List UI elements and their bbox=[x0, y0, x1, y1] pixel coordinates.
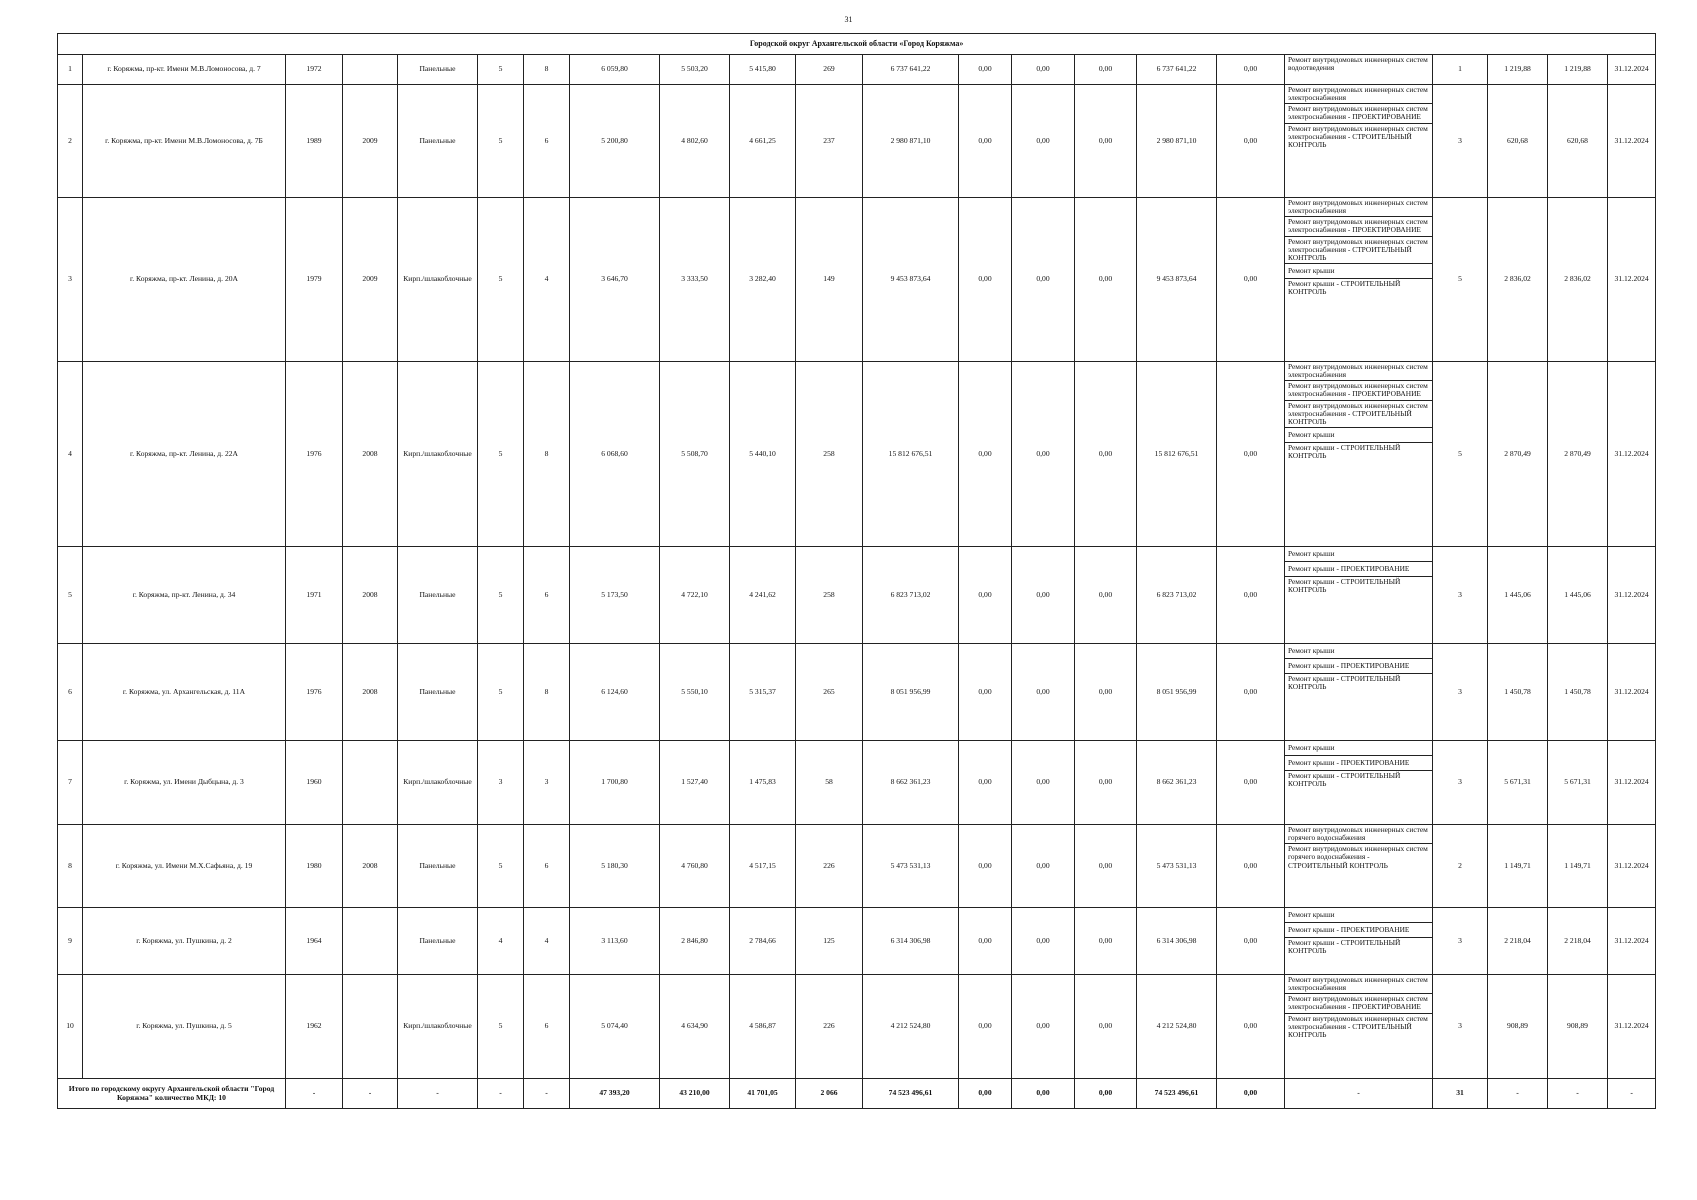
cell-cost-owners: 6 314 306,98 bbox=[1137, 908, 1217, 975]
cell-residents: 269 bbox=[796, 55, 863, 85]
cell-unit-cost: 2 836,02 bbox=[1488, 198, 1548, 362]
cell-works-count: 5 bbox=[1433, 362, 1488, 547]
work-item: Ремонт крыши - СТРОИТЕЛЬНЫЙ КОНТРОЛЬ bbox=[1288, 771, 1401, 789]
total-cost-owners: 74 523 496,61 bbox=[1137, 1079, 1217, 1109]
cell-cost-fund: 0,00 bbox=[959, 547, 1012, 644]
cell-walls: Панельные bbox=[398, 908, 478, 975]
total-label: Итого по городскому округу Архангельской области "Город Коряжма" количество МКД: 10 bbox=[58, 1079, 286, 1109]
work-item: Ремонт крыши bbox=[1285, 741, 1432, 756]
cell-n: 1 bbox=[58, 55, 83, 85]
cell-deadline: 31.12.2024 bbox=[1608, 198, 1656, 362]
cell-year-renov bbox=[343, 975, 398, 1079]
cell-walls: Панельные bbox=[398, 55, 478, 85]
cell-cost-owners: 9 453 873,64 bbox=[1137, 198, 1217, 362]
cell-cost-reg: 0,00 bbox=[1012, 362, 1075, 547]
cell-area-res: 4 661,25 bbox=[730, 85, 796, 198]
cell-address: г. Коряжма, пр-кт. Ленина, д. 20А bbox=[83, 198, 286, 362]
cell-deadline: 31.12.2024 bbox=[1608, 362, 1656, 547]
cell-works-count: 3 bbox=[1433, 908, 1488, 975]
cell-address: г. Коряжма, ул. Архангельская, д. 11А bbox=[83, 644, 286, 741]
cell-cost-fund: 0,00 bbox=[959, 198, 1012, 362]
work-item: Ремонт внутридомовых инженерных систем электроснабжения - ПРОЕКТИРОВАНИЕ bbox=[1285, 381, 1432, 400]
cell-cost-reg: 0,00 bbox=[1012, 908, 1075, 975]
cell-entrances: 4 bbox=[524, 908, 570, 975]
cell-entrances: 8 bbox=[524, 55, 570, 85]
total-works-count: 31 bbox=[1433, 1079, 1488, 1109]
cell-year-renov bbox=[343, 908, 398, 975]
cell-cost-fund: 0,00 bbox=[959, 644, 1012, 741]
cell-year-built: 1989 bbox=[286, 85, 343, 198]
work-item: Ремонт внутридомовых инженерных систем водоотведения bbox=[1288, 55, 1428, 73]
cell-cost-other: 0,00 bbox=[1217, 741, 1285, 825]
cell-area-res: 4 517,15 bbox=[730, 825, 796, 908]
cell-entrances: 3 bbox=[524, 741, 570, 825]
cell-cost-other: 0,00 bbox=[1217, 547, 1285, 644]
total-area-all: 43 210,00 bbox=[660, 1079, 730, 1109]
cell-unit-cost: 2 870,49 bbox=[1488, 362, 1548, 547]
cell-cost-other: 0,00 bbox=[1217, 908, 1285, 975]
work-item: Ремонт внутридомовых инженерных систем электроснабжения - ПРОЕКТИРОВАНИЕ bbox=[1285, 994, 1432, 1013]
cell-cost-mun: 0,00 bbox=[1075, 362, 1137, 547]
table-row bbox=[58, 825, 1656, 908]
cell-cost-fund: 0,00 bbox=[959, 908, 1012, 975]
cell-area-total: 5 173,50 bbox=[570, 547, 660, 644]
cell-area-all: 3 333,50 bbox=[660, 198, 730, 362]
capital-repair-table bbox=[57, 33, 1656, 1109]
cell-cost-mun: 0,00 bbox=[1075, 908, 1137, 975]
work-item: Ремонт крыши - ПРОЕКТИРОВАНИЕ bbox=[1285, 562, 1432, 577]
cell-deadline: 31.12.2024 bbox=[1608, 741, 1656, 825]
cell-unit-cost: 1 445,06 bbox=[1488, 547, 1548, 644]
cell-works bbox=[1285, 198, 1433, 362]
total-dash-works: - bbox=[1285, 1079, 1433, 1109]
cell-works bbox=[1285, 825, 1433, 908]
total-dash-unit-cost: - bbox=[1488, 1079, 1548, 1109]
work-item: Ремонт внутридомовых инженерных систем электроснабжения bbox=[1285, 362, 1432, 381]
cell-floors: 5 bbox=[478, 362, 524, 547]
cell-area-all: 4 760,80 bbox=[660, 825, 730, 908]
cell-works-count: 3 bbox=[1433, 741, 1488, 825]
total-row bbox=[58, 1079, 1656, 1109]
cell-address: г. Коряжма, ул. Имени М.Х.Сафьяна, д. 19 bbox=[83, 825, 286, 908]
cell-walls: Кирп./шлакоблочные bbox=[398, 741, 478, 825]
cell-cost-reg: 0,00 bbox=[1012, 55, 1075, 85]
cell-address: г. Коряжма, ул. Имени Дыбцына, д. 3 bbox=[83, 741, 286, 825]
work-list bbox=[1285, 975, 1432, 1040]
work-item: Ремонт внутридомовых инженерных систем горячего водоснабжения - СТРОИТЕЛЬНЫЙ КОНТРОЛЬ bbox=[1288, 844, 1428, 870]
cell-max-cost: 620,68 bbox=[1548, 85, 1608, 198]
cell-works-count: 1 bbox=[1433, 55, 1488, 85]
cell-area-total: 3 113,60 bbox=[570, 908, 660, 975]
work-item: Ремонт крыши - ПРОЕКТИРОВАНИЕ bbox=[1285, 923, 1432, 938]
cell-year-renov bbox=[343, 55, 398, 85]
cell-walls: Кирп./шлакоблочные bbox=[398, 362, 478, 547]
cell-floors: 5 bbox=[478, 547, 524, 644]
cell-unit-cost: 1 149,71 bbox=[1488, 825, 1548, 908]
cell-deadline: 31.12.2024 bbox=[1608, 975, 1656, 1079]
cell-max-cost: 1 445,06 bbox=[1548, 547, 1608, 644]
table-row bbox=[58, 362, 1656, 547]
cell-unit-cost: 908,89 bbox=[1488, 975, 1548, 1079]
cell-cost-mun: 0,00 bbox=[1075, 975, 1137, 1079]
cell-cost-total: 8 662 361,23 bbox=[863, 741, 959, 825]
cell-year-built: 1976 bbox=[286, 362, 343, 547]
table-row bbox=[58, 644, 1656, 741]
cell-cost-reg: 0,00 bbox=[1012, 198, 1075, 362]
total-area-total: 47 393,20 bbox=[570, 1079, 660, 1109]
cell-year-renov: 2009 bbox=[343, 85, 398, 198]
cell-area-total: 6 059,80 bbox=[570, 55, 660, 85]
work-list bbox=[1285, 85, 1432, 150]
cell-n: 5 bbox=[58, 547, 83, 644]
table-row bbox=[58, 741, 1656, 825]
cell-cost-owners: 5 473 531,13 bbox=[1137, 825, 1217, 908]
cell-unit-cost: 620,68 bbox=[1488, 85, 1548, 198]
work-list bbox=[1285, 825, 1432, 871]
cell-residents: 125 bbox=[796, 908, 863, 975]
cell-residents: 149 bbox=[796, 198, 863, 362]
cell-area-total: 3 646,70 bbox=[570, 198, 660, 362]
work-item: Ремонт внутридомовых инженерных систем электроснабжения - ПРОЕКТИРОВАНИЕ bbox=[1285, 217, 1432, 236]
cell-cost-other: 0,00 bbox=[1217, 975, 1285, 1079]
cell-unit-cost: 2 218,04 bbox=[1488, 908, 1548, 975]
cell-cost-owners: 6 823 713,02 bbox=[1137, 547, 1217, 644]
cell-cost-total: 6 314 306,98 bbox=[863, 908, 959, 975]
work-item: Ремонт внутридомовых инженерных систем электроснабжения - СТРОИТЕЛЬНЫЙ КОНТРОЛЬ bbox=[1288, 123, 1428, 149]
table-row bbox=[58, 975, 1656, 1079]
cell-year-renov: 2009 bbox=[343, 198, 398, 362]
cell-max-cost: 5 671,31 bbox=[1548, 741, 1608, 825]
cell-area-total: 6 068,60 bbox=[570, 362, 660, 547]
work-list bbox=[1285, 741, 1432, 789]
cell-cost-owners: 8 662 361,23 bbox=[1137, 741, 1217, 825]
cell-cost-mun: 0,00 bbox=[1075, 741, 1137, 825]
cell-address: г. Коряжма, пр-кт. Имени М.В.Ломоносова, д. 7Б bbox=[83, 85, 286, 198]
cell-cost-other: 0,00 bbox=[1217, 55, 1285, 85]
cell-cost-fund: 0,00 bbox=[959, 85, 1012, 198]
cell-cost-fund: 0,00 bbox=[959, 362, 1012, 547]
cell-cost-total: 9 453 873,64 bbox=[863, 198, 959, 362]
cell-area-all: 1 527,40 bbox=[660, 741, 730, 825]
work-list bbox=[1285, 55, 1432, 73]
cell-works-count: 3 bbox=[1433, 547, 1488, 644]
cell-deadline: 31.12.2024 bbox=[1608, 908, 1656, 975]
work-item: Ремонт крыши - СТРОИТЕЛЬНЫЙ КОНТРОЛЬ bbox=[1288, 442, 1401, 461]
cell-address: г. Коряжма, ул. Пушкина, д. 2 bbox=[83, 908, 286, 975]
cell-walls: Панельные bbox=[398, 85, 478, 198]
cell-address: г. Коряжма, пр-кт. Ленина, д. 34 bbox=[83, 547, 286, 644]
cell-cost-reg: 0,00 bbox=[1012, 644, 1075, 741]
cell-cost-reg: 0,00 bbox=[1012, 975, 1075, 1079]
cell-area-res: 3 282,40 bbox=[730, 198, 796, 362]
cell-entrances: 6 bbox=[524, 547, 570, 644]
cell-works-count: 3 bbox=[1433, 85, 1488, 198]
cell-year-built: 1960 bbox=[286, 741, 343, 825]
cell-max-cost: 908,89 bbox=[1548, 975, 1608, 1079]
cell-year-renov bbox=[343, 741, 398, 825]
cell-cost-mun: 0,00 bbox=[1075, 85, 1137, 198]
cell-area-res: 5 415,80 bbox=[730, 55, 796, 85]
cell-cost-total: 4 212 524,80 bbox=[863, 975, 959, 1079]
cell-max-cost: 2 870,49 bbox=[1548, 362, 1608, 547]
cell-works bbox=[1285, 741, 1433, 825]
work-item: Ремонт внутридомовых инженерных систем электроснабжения - СТРОИТЕЛЬНЫЙ КОНТРОЛЬ bbox=[1285, 237, 1432, 264]
cell-cost-mun: 0,00 bbox=[1075, 55, 1137, 85]
cell-works bbox=[1285, 547, 1433, 644]
work-item: Ремонт внутридомовых инженерных систем горячего водоснабжения bbox=[1285, 825, 1432, 844]
cell-residents: 258 bbox=[796, 547, 863, 644]
cell-year-built: 1971 bbox=[286, 547, 343, 644]
page-number: 31 bbox=[844, 15, 853, 24]
cell-max-cost: 1 219,88 bbox=[1548, 55, 1608, 85]
cell-area-res: 1 475,83 bbox=[730, 741, 796, 825]
work-item: Ремонт крыши bbox=[1285, 264, 1432, 279]
cell-max-cost: 1 450,78 bbox=[1548, 644, 1608, 741]
cell-area-all: 4 802,60 bbox=[660, 85, 730, 198]
total-dash-entrances: - bbox=[524, 1079, 570, 1109]
cell-year-built: 1962 bbox=[286, 975, 343, 1079]
total-dash-deadline: - bbox=[1608, 1079, 1656, 1109]
work-item: Ремонт внутридомовых инженерных систем электроснабжения - СТРОИТЕЛЬНЫЙ КОНТРОЛЬ bbox=[1285, 401, 1432, 428]
cell-cost-total: 6 737 641,22 bbox=[863, 55, 959, 85]
cell-walls: Панельные bbox=[398, 825, 478, 908]
total-cost-total: 74 523 496,61 bbox=[863, 1079, 959, 1109]
cell-cost-fund: 0,00 bbox=[959, 825, 1012, 908]
cell-year-renov: 2008 bbox=[343, 362, 398, 547]
cell-cost-owners: 15 812 676,51 bbox=[1137, 362, 1217, 547]
total-dash-max-cost: - bbox=[1548, 1079, 1608, 1109]
work-item: Ремонт крыши bbox=[1285, 428, 1432, 443]
work-item: Ремонт внутридомовых инженерных систем электроснабжения - СТРОИТЕЛЬНЫЙ КОНТРОЛЬ bbox=[1288, 1013, 1428, 1039]
work-list bbox=[1285, 908, 1432, 956]
cell-works bbox=[1285, 644, 1433, 741]
cell-cost-fund: 0,00 bbox=[959, 55, 1012, 85]
cell-floors: 5 bbox=[478, 644, 524, 741]
total-dash-year-built: - bbox=[286, 1079, 343, 1109]
cell-n: 4 bbox=[58, 362, 83, 547]
cell-deadline: 31.12.2024 bbox=[1608, 644, 1656, 741]
work-item: Ремонт крыши - ПРОЕКТИРОВАНИЕ bbox=[1285, 756, 1432, 771]
cell-entrances: 6 bbox=[524, 975, 570, 1079]
cell-floors: 4 bbox=[478, 908, 524, 975]
work-item: Ремонт внутридомовых инженерных систем электроснабжения bbox=[1285, 198, 1432, 217]
cell-cost-mun: 0,00 bbox=[1075, 644, 1137, 741]
work-item: Ремонт крыши bbox=[1285, 644, 1432, 659]
cell-works-count: 2 bbox=[1433, 825, 1488, 908]
work-item: Ремонт крыши - ПРОЕКТИРОВАНИЕ bbox=[1285, 659, 1432, 674]
cell-area-total: 5 200,80 bbox=[570, 85, 660, 198]
cell-floors: 5 bbox=[478, 825, 524, 908]
cell-n: 8 bbox=[58, 825, 83, 908]
cell-floors: 3 bbox=[478, 741, 524, 825]
cell-year-renov: 2008 bbox=[343, 825, 398, 908]
table-row bbox=[58, 547, 1656, 644]
cell-floors: 5 bbox=[478, 85, 524, 198]
cell-address: г. Коряжма, ул. Пушкина, д. 5 bbox=[83, 975, 286, 1079]
cell-area-all: 4 722,10 bbox=[660, 547, 730, 644]
work-list bbox=[1285, 644, 1432, 692]
cell-year-renov: 2008 bbox=[343, 644, 398, 741]
cell-area-all: 5 508,70 bbox=[660, 362, 730, 547]
work-list bbox=[1285, 362, 1432, 461]
cell-unit-cost: 1 450,78 bbox=[1488, 644, 1548, 741]
cell-area-all: 5 550,10 bbox=[660, 644, 730, 741]
cell-walls: Кирп./шлакоблочные bbox=[398, 975, 478, 1079]
cell-cost-mun: 0,00 bbox=[1075, 547, 1137, 644]
cell-works bbox=[1285, 85, 1433, 198]
table-row bbox=[58, 908, 1656, 975]
table-row bbox=[58, 55, 1656, 85]
cell-area-all: 4 634,90 bbox=[660, 975, 730, 1079]
work-list bbox=[1285, 547, 1432, 595]
cell-n: 3 bbox=[58, 198, 83, 362]
cell-works-count: 3 bbox=[1433, 975, 1488, 1079]
total-dash-walls: - bbox=[398, 1079, 478, 1109]
cell-walls: Панельные bbox=[398, 644, 478, 741]
cell-walls: Панельные bbox=[398, 547, 478, 644]
cell-n: 6 bbox=[58, 644, 83, 741]
cell-works bbox=[1285, 362, 1433, 547]
cell-year-built: 1972 bbox=[286, 55, 343, 85]
cell-area-res: 5 315,37 bbox=[730, 644, 796, 741]
cell-cost-reg: 0,00 bbox=[1012, 547, 1075, 644]
total-dash-year-renov: - bbox=[343, 1079, 398, 1109]
cell-cost-owners: 8 051 956,99 bbox=[1137, 644, 1217, 741]
cell-cost-other: 0,00 bbox=[1217, 198, 1285, 362]
cell-cost-reg: 0,00 bbox=[1012, 825, 1075, 908]
cell-cost-owners: 4 212 524,80 bbox=[1137, 975, 1217, 1079]
cell-cost-total: 5 473 531,13 bbox=[863, 825, 959, 908]
cell-area-total: 1 700,80 bbox=[570, 741, 660, 825]
work-item: Ремонт внутридомовых инженерных систем электроснабжения - ПРОЕКТИРОВАНИЕ bbox=[1285, 104, 1432, 123]
cell-n: 7 bbox=[58, 741, 83, 825]
work-item: Ремонт крыши bbox=[1285, 908, 1432, 923]
cell-cost-owners: 2 980 871,10 bbox=[1137, 85, 1217, 198]
cell-area-res: 5 440,10 bbox=[730, 362, 796, 547]
cell-cost-other: 0,00 bbox=[1217, 644, 1285, 741]
work-item: Ремонт крыши - СТРОИТЕЛЬНЫЙ КОНТРОЛЬ bbox=[1288, 938, 1401, 956]
cell-cost-other: 0,00 bbox=[1217, 825, 1285, 908]
cell-entrances: 4 bbox=[524, 198, 570, 362]
work-item: Ремонт крыши bbox=[1285, 547, 1432, 562]
cell-unit-cost: 5 671,31 bbox=[1488, 741, 1548, 825]
cell-cost-other: 0,00 bbox=[1217, 85, 1285, 198]
cell-cost-total: 6 823 713,02 bbox=[863, 547, 959, 644]
cell-year-built: 1979 bbox=[286, 198, 343, 362]
cell-entrances: 6 bbox=[524, 825, 570, 908]
cell-year-built: 1980 bbox=[286, 825, 343, 908]
cell-works bbox=[1285, 975, 1433, 1079]
cell-entrances: 8 bbox=[524, 644, 570, 741]
cell-n: 9 bbox=[58, 908, 83, 975]
work-item: Ремонт внутридомовых инженерных систем электроснабжения bbox=[1285, 975, 1432, 994]
work-list bbox=[1285, 198, 1432, 297]
cell-cost-reg: 0,00 bbox=[1012, 85, 1075, 198]
table-row bbox=[58, 198, 1656, 362]
cell-address: г. Коряжма, пр-кт. Ленина, д. 22А bbox=[83, 362, 286, 547]
cell-year-built: 1976 bbox=[286, 644, 343, 741]
cell-works bbox=[1285, 908, 1433, 975]
total-cost-fund: 0,00 bbox=[959, 1079, 1012, 1109]
cell-deadline: 31.12.2024 bbox=[1608, 55, 1656, 85]
cell-entrances: 6 bbox=[524, 85, 570, 198]
cell-address: г. Коряжма, пр-кт. Имени М.В.Ломоносова, д. 7 bbox=[83, 55, 286, 85]
cell-cost-owners: 6 737 641,22 bbox=[1137, 55, 1217, 85]
cell-floors: 5 bbox=[478, 55, 524, 85]
section-title: Городской округ Архангельской области «Город Коряжма» bbox=[58, 34, 1656, 55]
work-item: Ремонт внутридомовых инженерных систем электроснабжения bbox=[1285, 85, 1432, 104]
cell-n: 10 bbox=[58, 975, 83, 1079]
cell-entrances: 8 bbox=[524, 362, 570, 547]
work-item: Ремонт крыши - СТРОИТЕЛЬНЫЙ КОНТРОЛЬ bbox=[1288, 674, 1401, 692]
cell-area-total: 5 074,40 bbox=[570, 975, 660, 1079]
cell-area-total: 6 124,60 bbox=[570, 644, 660, 741]
cell-floors: 5 bbox=[478, 198, 524, 362]
total-residents: 2 066 bbox=[796, 1079, 863, 1109]
cell-cost-mun: 0,00 bbox=[1075, 825, 1137, 908]
cell-deadline: 31.12.2024 bbox=[1608, 547, 1656, 644]
cell-works bbox=[1285, 55, 1433, 85]
cell-area-res: 4 586,87 bbox=[730, 975, 796, 1079]
cell-area-res: 2 784,66 bbox=[730, 908, 796, 975]
cell-unit-cost: 1 219,88 bbox=[1488, 55, 1548, 85]
total-cost-mun: 0,00 bbox=[1075, 1079, 1137, 1109]
work-item: Ремонт крыши - СТРОИТЕЛЬНЫЙ КОНТРОЛЬ bbox=[1288, 278, 1401, 297]
cell-residents: 265 bbox=[796, 644, 863, 741]
cell-floors: 5 bbox=[478, 975, 524, 1079]
total-cost-reg: 0,00 bbox=[1012, 1079, 1075, 1109]
cell-deadline: 31.12.2024 bbox=[1608, 85, 1656, 198]
cell-cost-mun: 0,00 bbox=[1075, 198, 1137, 362]
work-item: Ремонт крыши - СТРОИТЕЛЬНЫЙ КОНТРОЛЬ bbox=[1288, 577, 1401, 595]
cell-walls: Кирп./шлакоблочные bbox=[398, 198, 478, 362]
cell-residents: 237 bbox=[796, 85, 863, 198]
total-area-res: 41 701,05 bbox=[730, 1079, 796, 1109]
cell-cost-other: 0,00 bbox=[1217, 362, 1285, 547]
cell-area-total: 5 180,30 bbox=[570, 825, 660, 908]
cell-area-all: 5 503,20 bbox=[660, 55, 730, 85]
cell-cost-total: 8 051 956,99 bbox=[863, 644, 959, 741]
cell-residents: 226 bbox=[796, 825, 863, 908]
cell-cost-fund: 0,00 bbox=[959, 741, 1012, 825]
total-cost-other: 0,00 bbox=[1217, 1079, 1285, 1109]
table-row bbox=[58, 85, 1656, 198]
total-dash-floors: - bbox=[478, 1079, 524, 1109]
cell-residents: 226 bbox=[796, 975, 863, 1079]
cell-residents: 258 bbox=[796, 362, 863, 547]
cell-cost-total: 15 812 676,51 bbox=[863, 362, 959, 547]
cell-deadline: 31.12.2024 bbox=[1608, 825, 1656, 908]
cell-max-cost: 1 149,71 bbox=[1548, 825, 1608, 908]
cell-cost-total: 2 980 871,10 bbox=[863, 85, 959, 198]
cell-n: 2 bbox=[58, 85, 83, 198]
cell-area-res: 4 241,62 bbox=[730, 547, 796, 644]
cell-year-renov: 2008 bbox=[343, 547, 398, 644]
cell-area-all: 2 846,80 bbox=[660, 908, 730, 975]
cell-works-count: 5 bbox=[1433, 198, 1488, 362]
cell-cost-fund: 0,00 bbox=[959, 975, 1012, 1079]
cell-year-built: 1964 bbox=[286, 908, 343, 975]
cell-residents: 58 bbox=[796, 741, 863, 825]
cell-cost-reg: 0,00 bbox=[1012, 741, 1075, 825]
cell-max-cost: 2 218,04 bbox=[1548, 908, 1608, 975]
cell-max-cost: 2 836,02 bbox=[1548, 198, 1608, 362]
cell-works-count: 3 bbox=[1433, 644, 1488, 741]
